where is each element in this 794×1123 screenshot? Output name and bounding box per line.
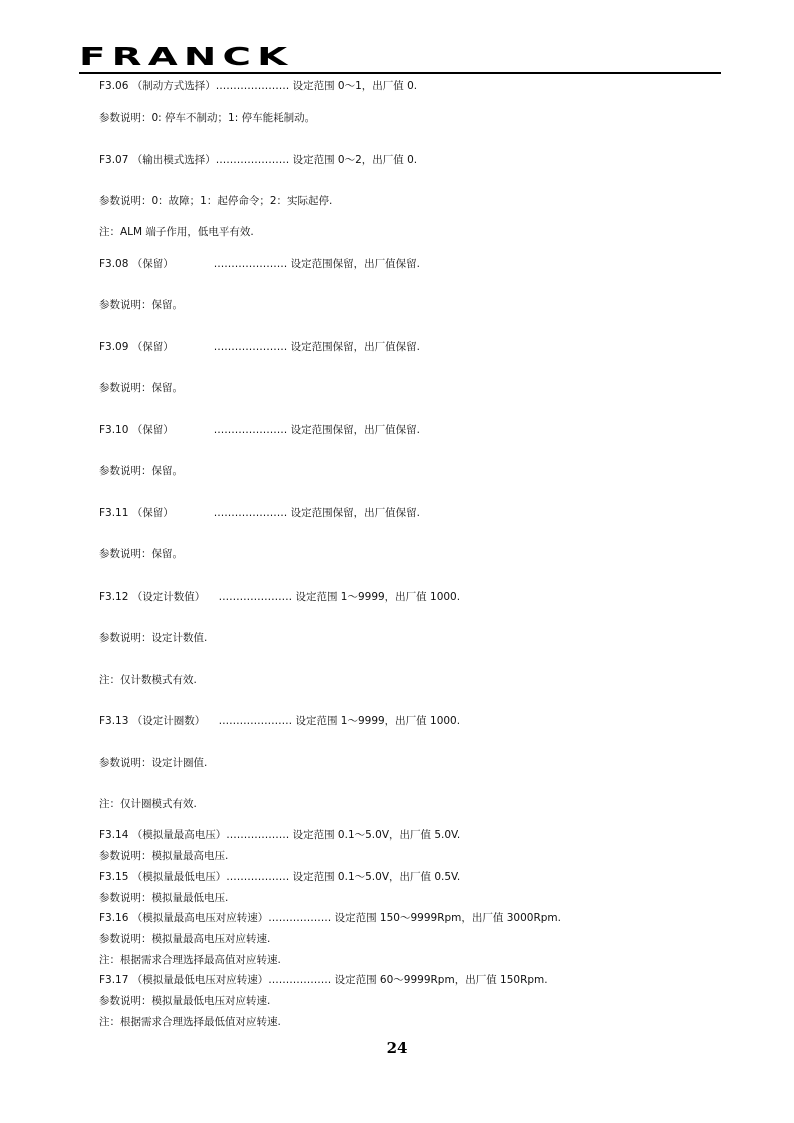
param-f3-13-title: F3.13 （设定计圈数） ………………… 设定范围 1～9999，出厂值 1000. bbox=[99, 715, 461, 727]
param-f3-10-title: F3.10 （保留） ………………… 设定范围保留，出厂值保留. bbox=[99, 424, 420, 436]
param-f3-17-title: F3.17 （模拟量最低电压对应转速）……………… 设定范围 60～9999Rpm，出厂值 150Rpm. bbox=[99, 974, 548, 986]
param-f3-12-desc: 参数说明：设定计数值. bbox=[99, 632, 208, 644]
param-f3-09-desc: 参数说明：保留。 bbox=[99, 382, 183, 394]
param-f3-08-title: F3.08 （保留） ………………… 设定范围保留，出厂值保留. bbox=[99, 258, 420, 270]
header-rule bbox=[79, 72, 721, 74]
param-f3-12-title: F3.12 （设定计数值） ………………… 设定范围 1～9999，出厂值 1000. bbox=[99, 591, 461, 603]
brand-logo: FRANCK bbox=[79, 42, 294, 71]
param-f3-06-desc: 参数说明：0: 停车不制动；1: 停车能耗制动。 bbox=[99, 112, 316, 124]
param-f3-06-title: F3.06 （制动方式选择）………………… 设定范围 0～1，出厂值 0. bbox=[99, 80, 418, 92]
param-f3-10-desc: 参数说明：保留。 bbox=[99, 465, 183, 477]
param-f3-14-desc: 参数说明：模拟量最高电压. bbox=[99, 850, 229, 862]
param-f3-16-note: 注：根据需求合理选择最高值对应转速. bbox=[99, 954, 281, 966]
param-f3-11-desc: 参数说明：保留。 bbox=[99, 548, 183, 560]
param-f3-09-title: F3.09 （保留） ………………… 设定范围保留，出厂值保留. bbox=[99, 341, 420, 353]
param-f3-14-title: F3.14 （模拟量最高电压）……………… 设定范围 0.1～5.0V，出厂值 5.0V. bbox=[99, 829, 461, 841]
page-number: 24 bbox=[386, 1039, 408, 1057]
param-f3-16-desc: 参数说明：模拟量最高电压对应转速. bbox=[99, 933, 271, 945]
param-f3-13-note: 注：仅计圈模式有效. bbox=[99, 798, 197, 810]
param-f3-17-note: 注：根据需求合理选择最低值对应转速. bbox=[99, 1016, 281, 1028]
param-f3-07-desc: 参数说明：0：故障；1：起停命令；2：实际起停. bbox=[99, 195, 333, 207]
param-f3-17-desc: 参数说明：模拟量最低电压对应转速. bbox=[99, 995, 271, 1007]
param-f3-13-desc: 参数说明：设定计圈值. bbox=[99, 757, 208, 769]
param-f3-08-desc: 参数说明：保留。 bbox=[99, 299, 183, 311]
param-f3-07-note: 注：ALM 端子作用，低电平有效. bbox=[99, 226, 254, 238]
param-f3-07-title: F3.07 （输出模式选择）………………… 设定范围 0～2，出厂值 0. bbox=[99, 154, 418, 166]
param-f3-15-title: F3.15 （模拟量最低电压）……………… 设定范围 0.1～5.0V，出厂值 0.5V. bbox=[99, 871, 461, 883]
param-f3-16-title: F3.16 （模拟量最高电压对应转速）……………… 设定范围 150～9999Rpm，出厂值 3000Rpm. bbox=[99, 912, 561, 924]
param-f3-11-title: F3.11 （保留） ………………… 设定范围保留，出厂值保留. bbox=[99, 507, 420, 519]
param-f3-15-desc: 参数说明：模拟量最低电压. bbox=[99, 892, 229, 904]
param-f3-12-note: 注：仅计数模式有效. bbox=[99, 674, 197, 686]
